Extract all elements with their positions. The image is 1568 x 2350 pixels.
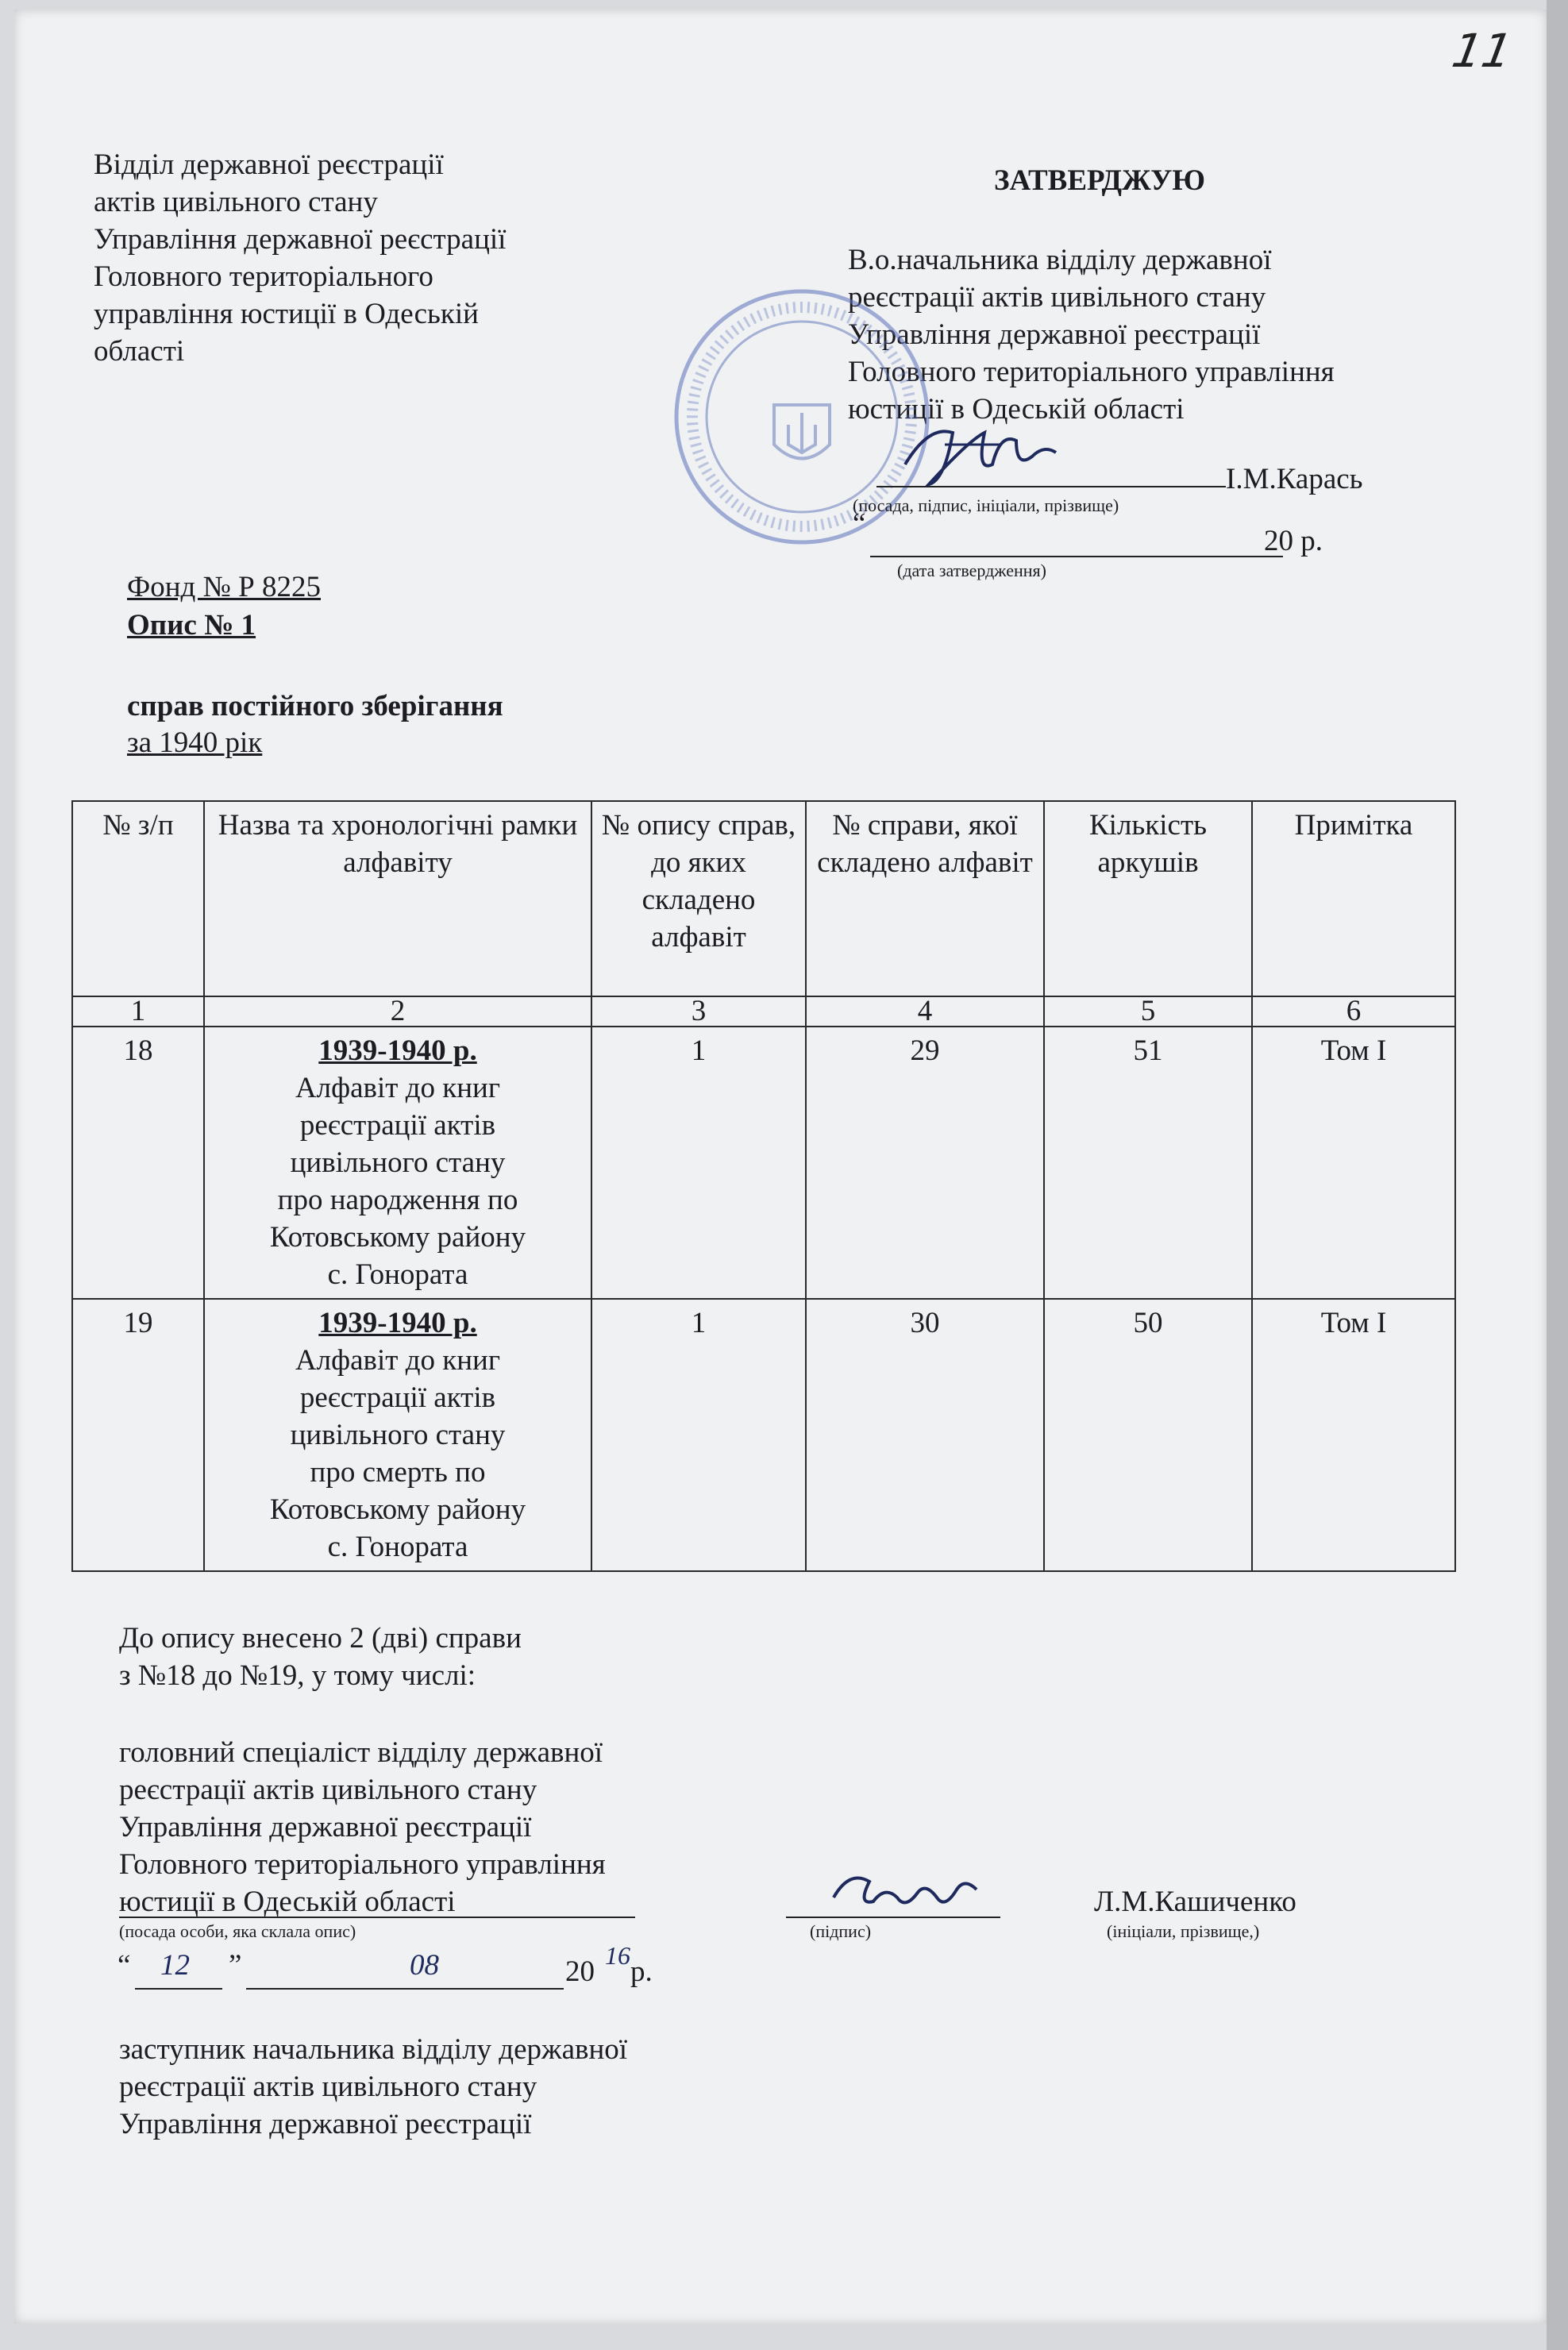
date-year-prefix: 20 — [565, 1955, 595, 1988]
alphabet-title-cell — [204, 1027, 591, 1299]
opys-number: 1 — [591, 1299, 806, 1571]
column-number-row — [72, 996, 1455, 1027]
day-line — [135, 1988, 222, 1990]
date-range: 1939-1940 р. — [318, 1307, 477, 1339]
summary-block — [119, 1620, 522, 1694]
date-year-end: р. — [630, 1955, 653, 1988]
org-line: актів цивільного стану — [94, 186, 378, 218]
sheet-count: 51 — [1044, 1027, 1252, 1299]
case-number: 30 — [806, 1299, 1044, 1571]
compiler-last-line: юстиції в Одеській області — [119, 1886, 456, 1918]
header-cell: № з/п — [72, 801, 204, 996]
compiler-block — [119, 1734, 606, 1883]
description-line: цивільного стану — [290, 1146, 506, 1179]
signature-line — [876, 486, 1226, 487]
cases-title: справ постійного зберігання — [127, 690, 503, 722]
description-line: реєстрації актів — [299, 1109, 496, 1142]
description-line: реєстрації актів — [299, 1381, 496, 1414]
compiler-sign-line — [786, 1917, 1000, 1918]
row-number: 18 — [72, 1027, 204, 1299]
description-line: Алфавіт до книг — [295, 1344, 501, 1377]
deputy-line: реєстрації актів цивільного стану — [119, 2071, 537, 2103]
sheet-count: 50 — [1044, 1299, 1252, 1571]
folio-number: 11 — [1448, 24, 1516, 78]
description-line: Алфавіт до книг — [295, 1072, 501, 1104]
deputy-line: заступник начальника відділу державної — [119, 2033, 628, 2066]
org-line: Управління державної реєстрації — [94, 223, 507, 256]
description-line: про смерть по — [310, 1456, 486, 1489]
table-row — [72, 1299, 1455, 1571]
date-close-quote: ” — [229, 1949, 242, 1982]
column-number: 3 — [591, 996, 806, 1027]
org-line: Головного територіального — [94, 260, 433, 293]
case-number: 29 — [806, 1027, 1044, 1299]
date-day: 12 — [160, 1949, 190, 1982]
approval-line: Головного територіального управління — [848, 356, 1335, 388]
column-number: 2 — [204, 996, 591, 1027]
compiler-name-caption: (ініціали, прізвище,) — [1107, 1921, 1260, 1941]
compiler-sign-caption: (підпис) — [810, 1921, 872, 1941]
compiler-name: Л.М.Кашиченко — [1094, 1886, 1296, 1918]
description-line: с. Гонората — [327, 1531, 468, 1563]
column-number: 5 — [1044, 996, 1252, 1027]
summary-line: з №18 до №19, у тому числі: — [119, 1659, 476, 1692]
approver-name: І.М.Карась — [1226, 463, 1363, 495]
table-header-row — [72, 801, 1455, 996]
column-number: 4 — [806, 996, 1044, 1027]
deputy-block — [119, 2031, 627, 2143]
scan-edge — [1547, 0, 1568, 2350]
approval-line: Управління державної реєстрації — [848, 318, 1261, 351]
date-range: 1939-1940 р. — [318, 1034, 477, 1067]
approval-date-year: 20 р. — [1264, 525, 1323, 557]
opys-label: Опис № 1 — [127, 609, 256, 641]
approval-line: юстиції в Одеській області — [848, 393, 1185, 426]
approval-heading: ЗАТВЕРДЖУЮ — [994, 164, 1206, 197]
header-cell: № справи, якої складено алфавіт — [806, 801, 1044, 996]
organization-block — [94, 146, 506, 370]
position-caption: (посада особи, яка склала опис) — [119, 1921, 356, 1941]
date-open-quote: “ — [118, 1949, 131, 1982]
header-cell: Кількість аркушів — [1044, 801, 1252, 996]
description-line: с. Гонората — [327, 1258, 468, 1291]
compiler-line: Головного територіального управління — [119, 1848, 606, 1881]
approval-date-caption: (дата затвердження) — [897, 561, 1046, 580]
year-line: за 1940 рік — [127, 726, 263, 759]
compiler-line: реєстрації актів цивільного стану — [119, 1774, 537, 1806]
compiler-line: головний спеціаліст відділу державної — [119, 1736, 603, 1769]
header-cell: № опису справ, до яких складено алфавіт — [591, 801, 806, 996]
org-line: управління юстиції в Одеській — [94, 298, 479, 330]
compiler-signature — [826, 1866, 984, 1921]
opys-number: 1 — [591, 1027, 806, 1299]
org-line: Відділ державної реєстрації — [94, 148, 444, 181]
date-year-suffix: 16 — [605, 1941, 630, 1970]
signature-caption: (посада, підпис, ініціали, прізвище) — [853, 495, 1119, 515]
deputy-line: Управління державної реєстрації — [119, 2108, 532, 2140]
row-number: 19 — [72, 1299, 204, 1571]
fond-label: Фонд № Р 8225 — [127, 571, 321, 603]
compiler-line: Управління державної реєстрації — [119, 1811, 532, 1843]
approval-line: реєстрації актів цивільного стану — [848, 281, 1266, 314]
org-line: області — [94, 335, 185, 368]
date-quote: “ — [853, 507, 866, 540]
description-line: Котовському району — [269, 1221, 526, 1254]
inventory-table — [71, 800, 1456, 1572]
alphabet-title-cell — [204, 1299, 591, 1571]
position-line — [119, 1917, 635, 1918]
header-cell: Примітка — [1252, 801, 1455, 996]
approval-date-line — [870, 556, 1283, 557]
table-row — [72, 1027, 1455, 1299]
description-line: Котовському району — [269, 1493, 526, 1526]
column-number: 6 — [1252, 996, 1455, 1027]
summary-line: До опису внесено 2 (дві) справи — [119, 1622, 522, 1655]
approver-signature — [897, 409, 1064, 496]
description-line: про народження по — [277, 1184, 518, 1216]
date-month: 08 — [410, 1949, 439, 1982]
note: Том І — [1252, 1299, 1455, 1571]
description-line: цивільного стану — [290, 1419, 506, 1451]
approval-line: В.о.начальника відділу державної — [848, 244, 1272, 276]
month-line — [246, 1988, 564, 1990]
column-number: 1 — [72, 996, 204, 1027]
header-cell: Назва та хронологічні рамки алфавіту — [204, 801, 591, 996]
note: Том І — [1252, 1027, 1455, 1299]
